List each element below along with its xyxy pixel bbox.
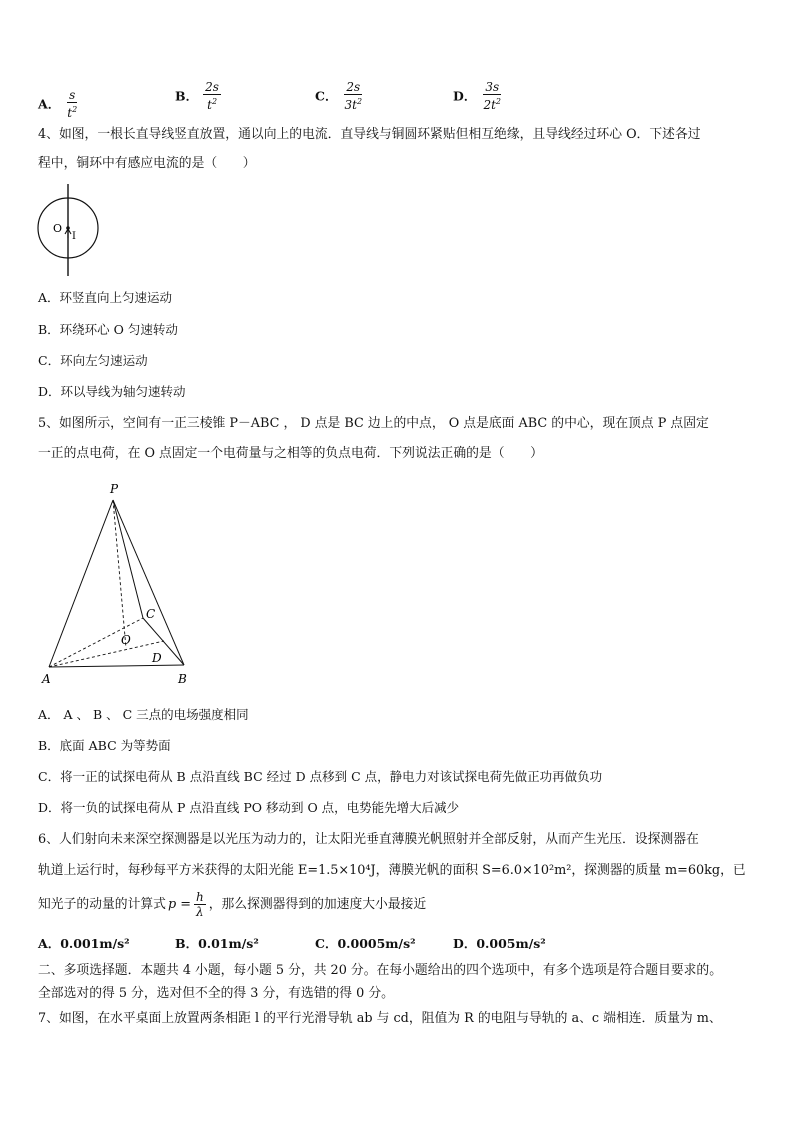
q3-option-a	[38, 88, 79, 120]
q6-option-a: A．0.001m/s²	[38, 936, 130, 951]
den-exp: 2	[495, 97, 501, 106]
q5-option-c: C．将一正的试探电荷从 B 点沿直线 BC 经过 D 点移到 C 点，静电力对该试探电荷先做正功再做负功	[38, 769, 603, 784]
q4-stem-line1: 4、如图，一根长直导线竖直放置，通以向上的电流．直导线与铜圆环紧贴但相互绝缘，且导线经过环心 O．下述各过	[38, 127, 701, 142]
fraction	[203, 80, 221, 112]
vertex-label-c: C	[146, 607, 156, 621]
option-label: B．	[175, 88, 199, 104]
q4-option-c: C．环向左匀速运动	[38, 353, 148, 368]
q3-option-c	[315, 80, 364, 112]
den-base: 3t	[344, 98, 358, 112]
q5-option-a: A． A 、 B 、 C 三点的电场强度相同	[38, 707, 249, 722]
numerator: h	[195, 890, 204, 904]
q3-option-b	[175, 80, 221, 112]
point-label-d: D	[152, 651, 162, 665]
den-base: t	[67, 106, 73, 120]
vertex-label-a: A	[42, 672, 51, 686]
den-base: 2t	[483, 98, 496, 112]
denominator	[481, 95, 503, 112]
momentum-fraction	[194, 890, 206, 919]
q5-pyramid-figure	[36, 478, 196, 690]
q6-line3-pre: 知光子的动量的计算式	[38, 896, 166, 912]
numerator: 2s	[346, 80, 361, 94]
q6-option-c: C．0.0005m/s²	[315, 936, 416, 951]
option-label: D．	[453, 88, 477, 104]
q6-option-b: B．0.01m/s²	[175, 936, 259, 951]
section2-line2: 全部选对的得 5 分，选对但不全的得 3 分，有选错的得 0 分。	[38, 986, 394, 1001]
option-label: A．	[38, 96, 61, 112]
vertex-label-p: P	[110, 482, 119, 496]
current-arrow-icon	[65, 229, 71, 238]
q3-options	[38, 80, 758, 120]
fraction	[343, 80, 365, 112]
edge-ab	[49, 665, 184, 667]
q3-option-d	[453, 80, 503, 112]
segment-ad-dashed	[49, 641, 164, 667]
formula-lhs: p =	[167, 896, 191, 912]
q4-ring-figure	[34, 182, 106, 278]
fraction	[481, 80, 503, 112]
q6-line3-post: ，那么探测器得到的加速度大小最接近	[208, 896, 427, 912]
vertex-label-b: B	[178, 672, 187, 686]
current-label-i: I	[72, 231, 76, 242]
numerator: 3s	[485, 80, 500, 94]
q4-option-d: D．环以导线为轴匀速转动	[38, 384, 186, 399]
point-label-o: O	[121, 633, 131, 647]
den-exp: 2	[72, 105, 78, 114]
q4-stem-line2: 程中，铜环中有感应电流的是（ ）	[38, 156, 256, 171]
q6-option-d: D．0.005m/s²	[453, 936, 546, 951]
q6-stem-line2: 轨道上运行时，每秒每平方米获得的太阳光能 E=1.5×10⁴J，薄膜光帆的面积 S=6.0×10²m²，探测器的质量 m=60kg，已	[38, 863, 746, 878]
q5-option-b: B．底面 ABC 为等势面	[38, 738, 171, 753]
q5-stem-line2: 一正的点电荷，在 O 点固定一个电荷量与之相等的负点电荷．下列说法正确的是（ ）	[38, 446, 543, 461]
fraction	[65, 88, 79, 120]
q6-stem-line3	[38, 890, 426, 919]
den-exp: 2	[211, 97, 218, 106]
den-base: t	[207, 98, 212, 112]
q6-stem-line1: 6、人们射向未来深空探测器是以光压为动力的，让太阳光垂直薄膜光帆照射并全部反射，从而产生光压．设探测器在	[38, 832, 699, 847]
denominator	[65, 103, 79, 120]
q4-option-a: A．环竖直向上匀速运动	[38, 290, 173, 305]
den-exp: 2	[357, 97, 363, 106]
q5-option-d: D．将一负的试探电荷从 P 点沿直线 PO 移动到 O 点，电势能先增大后减少	[38, 800, 460, 815]
denominator	[205, 95, 219, 112]
numerator: 2s	[205, 80, 219, 94]
segment-po-dashed	[113, 500, 126, 648]
q5-stem-line1: 5、如图所示，空间有一正三棱锥 P－ABC ， D 点是 BC 边上的中点， O 点是底面 ABC 的中心，现在顶点 P 点固定	[38, 416, 709, 431]
q4-option-b: B．环绕环心 O 匀速转动	[38, 322, 178, 337]
center-label-o: O	[53, 222, 63, 235]
q7-stem-line1: 7、如图，在水平桌面上放置两条相距 l 的平行光滑导轨 ab 与 cd，阻值为 R 的电阻与导轨的 a、c 端相连．质量为 m、	[38, 1011, 722, 1026]
edge-pa	[49, 500, 113, 667]
section2-line1: 二、多项选择题．本题共 4 小题，每小题 5 分，共 20 分。在每小题给出的四个选项中，有多个选项是符合题目要求的。	[38, 963, 723, 978]
denominator: λ	[196, 905, 204, 919]
option-label: C．	[315, 88, 338, 104]
numerator: s	[69, 88, 76, 102]
denominator	[343, 95, 365, 112]
